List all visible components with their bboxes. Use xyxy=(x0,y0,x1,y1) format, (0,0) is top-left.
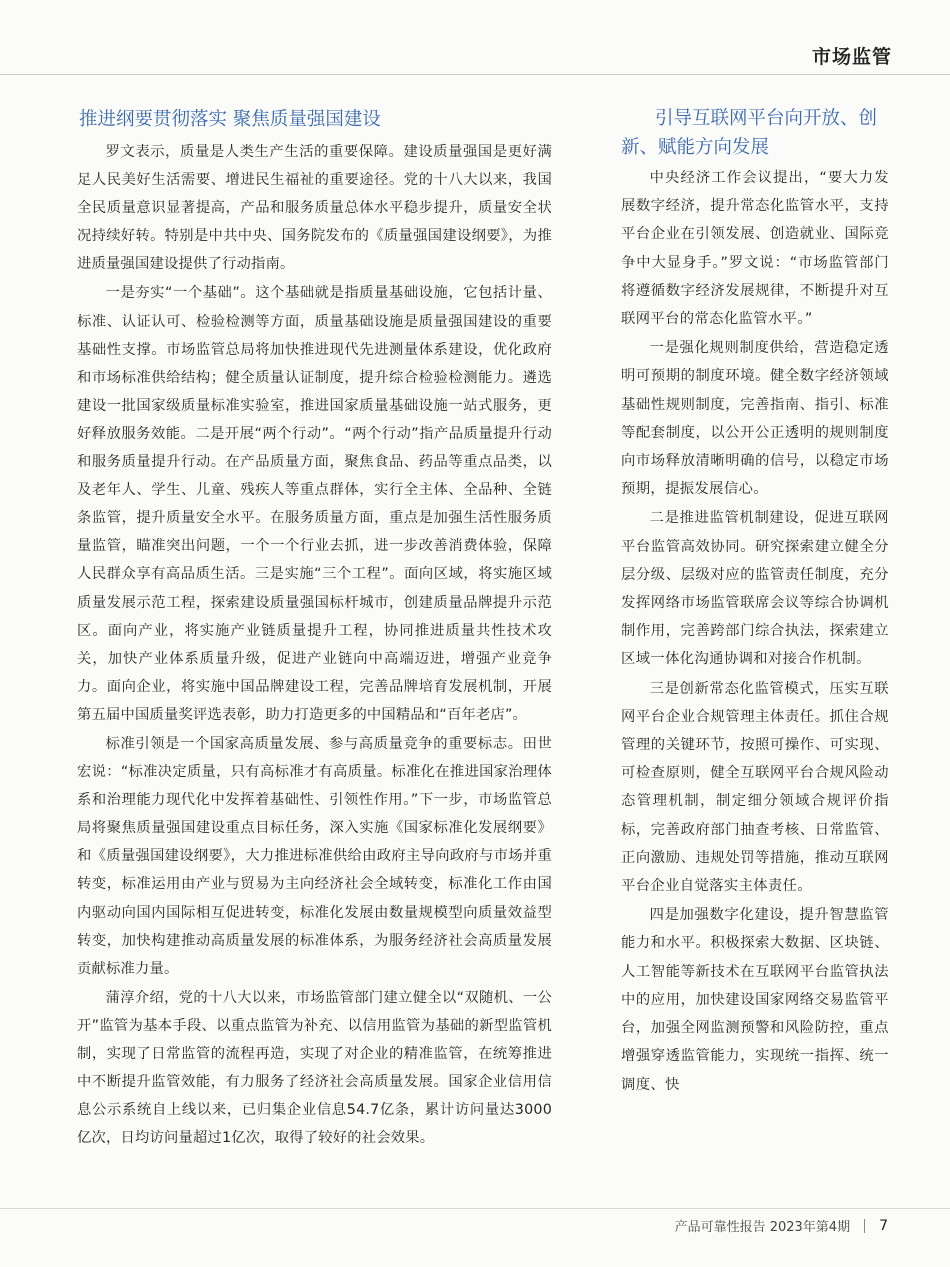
publication-name: 产品可靠性报告 2023年第4期 xyxy=(674,1220,851,1235)
right-paragraph-2: 一是强化规则制度供给，营造稳定透明可预期的制度环境。健全数字经济领域基础性规则制度，完善指南、指引、标准等配套制度，以公开公正透明的规则制度向市场释放清晰明确的信号，以稳定市场预期，提振发展信心。 xyxy=(621,340,889,498)
right-paragraph-3: 二是推进监管机制建设，促进互联网平台监管高效协同。研究探索建立健全分层分级、层级对应的监管责任制度，充分发挥网络市场监管联席会议等综合协调机制作用，完善跨部门综合执法，探索建立区域一体化沟通协调和对接合作机制。 xyxy=(621,510,889,668)
page-footer xyxy=(675,1216,888,1235)
right-section-heading: 引导互联网平台向开放、创新、赋能方向发展 xyxy=(621,108,878,158)
page-number: 7 xyxy=(879,1217,888,1234)
left-paragraph-3: 标准引领是一个国家高质量发展、参与高质量竞争的重要标志。田世宏说：“标准决定质量，只有高标准才有高质量。标准化在推进国家治理体系和治理能力现代化中发挥着基础性、引领性作用。”下一步，市场监管总局将聚焦质量强国建设重点目标任务，深入实施《国家标准化发展纲要》和《质量强国建设纲要》，大力推进标准供给由政府主导向政府与市场并重转变，标准运用由产业与贸易为主向经济社会全域转变，标准化工作由国内驱动向国内国际相互促进转变，标准化发展由数量规模型向质量效益型转变，加快构建推动高质量发展的标准体系，为服务经济社会高质量发展贡献标准力量。 xyxy=(77,735,552,977)
header-divider xyxy=(0,74,950,75)
left-column xyxy=(77,104,552,1152)
left-paragraph-2: 一是夯实“一个基础”。这个基础就是指质量基础设施，它包括计量、标准、认证认可、检验检测等方面，质量基础设施是质量强国建设的重要基础性支撑。市场监管总局将加快推进现代先进测量体系建设，优化政府和市场标准供给结构；健全质量认证制度，提升综合检验检测能力。遴选建设一批国家级质量标准实验室，推进国家质量基础设施一站式服务，更好释放服务效能。二是开展“两个行动”。“两个行动”指产品质量提升行动和服务质量提升行动。在产品质量方面，聚焦食品、药品等重点品类，以及老年人、学生、儿童、残疾人等重点群体，实行全主体、全品种、全链条监管，提升质量安全水平。在服务质量方面，重点是加强生活性服务质量监管，瞄准突出问题，一个一个行业去抓，进一步改善消费体验，保障人民群众享有高品质生活。三是实施“三个工程”。面向区域，将实施区域质量发展示范工程，探索建设质量强国标杆城市，创建质量品牌提升示范区。面向产业，将实施产业链质量提升工程，协同推进质量共性技术攻关，加快产业体系质量升级，促进产业链向中高端迈进，增强产业竞争力。面向企业，将实施中国品牌建设工程，完善品牌培育发展机制，开展第五届中国质量奖评选表彰，助力打造更多的中国精品和“百年老店”。 xyxy=(77,285,552,723)
right-paragraph-4: 三是创新常态化监管模式，压实互联网平台企业合规管理主体责任。抓住合规管理的关键环节，按照可操作、可实现、可检查原则，健全互联网平台合规风险动态管理机制，制定细分领域合规评价指标，完善政府部门抽查考核、日常监管、正向激励、违规处罚等措施，推动互联网平台企业自觉落实主体责任。 xyxy=(621,680,889,895)
footer-separator xyxy=(864,1219,865,1233)
section-title: 市场监管 xyxy=(811,46,892,68)
right-paragraph-5: 四是加强数字化建设，提升智慧监管能力和水平。积极探索大数据、区块链、人工智能等新技术在互联网平台监管执法中的应用，加快建设国家网络交易监管平台，加强全网监测预警和风险防控，重点增强穿透监管能力，实现统一指挥、统一调度、快 xyxy=(621,907,889,1093)
left-paragraph-4: 蒲淳介绍，党的十八大以来，市场监管部门建立健全以“双随机、一公开”监管为基本手段、以重点监管为补充、以信用监管为基础的新型监管机制，实现了日常监管的流程再造，实现了对企业的精准监管，在统筹推进中不断提升监管效能，有力服务了经济社会高质量发展。国家企业信用信息公示系统自上线以来，已归集企业信息54.7亿条，累计访问量达3000亿次，日均访问量超过1亿次，取得了较好的社会效果。 xyxy=(77,989,552,1147)
left-section-heading: 推进纲要贯彻落实 聚焦质量强国建设 xyxy=(79,109,381,130)
right-column xyxy=(621,104,889,1099)
footer-divider xyxy=(0,1208,950,1209)
right-paragraph-1: 中央经济工作会议提出，“要大力发展数字经济，提升常态化监管水平，支持平台企业在引领发展、创造就业、国际竞争中大显身手。”罗文说：“市场监管部门将遵循数字经济发展规律，不断提升对互联网平台的常态化监管水平。” xyxy=(621,170,889,328)
left-paragraph-1: 罗文表示，质量是人类生产生活的重要保障。建设质量强国是更好满足人民美好生活需要、增进民生福祉的重要途径。党的十八大以来，我国全民质量意识显著提高，产品和服务质量总体水平稳步提升，质量安全状况持续好转。特别是中共中央、国务院发布的《质量强国建设纲要》，为推进质量强国建设提供了行动指南。 xyxy=(77,144,552,273)
